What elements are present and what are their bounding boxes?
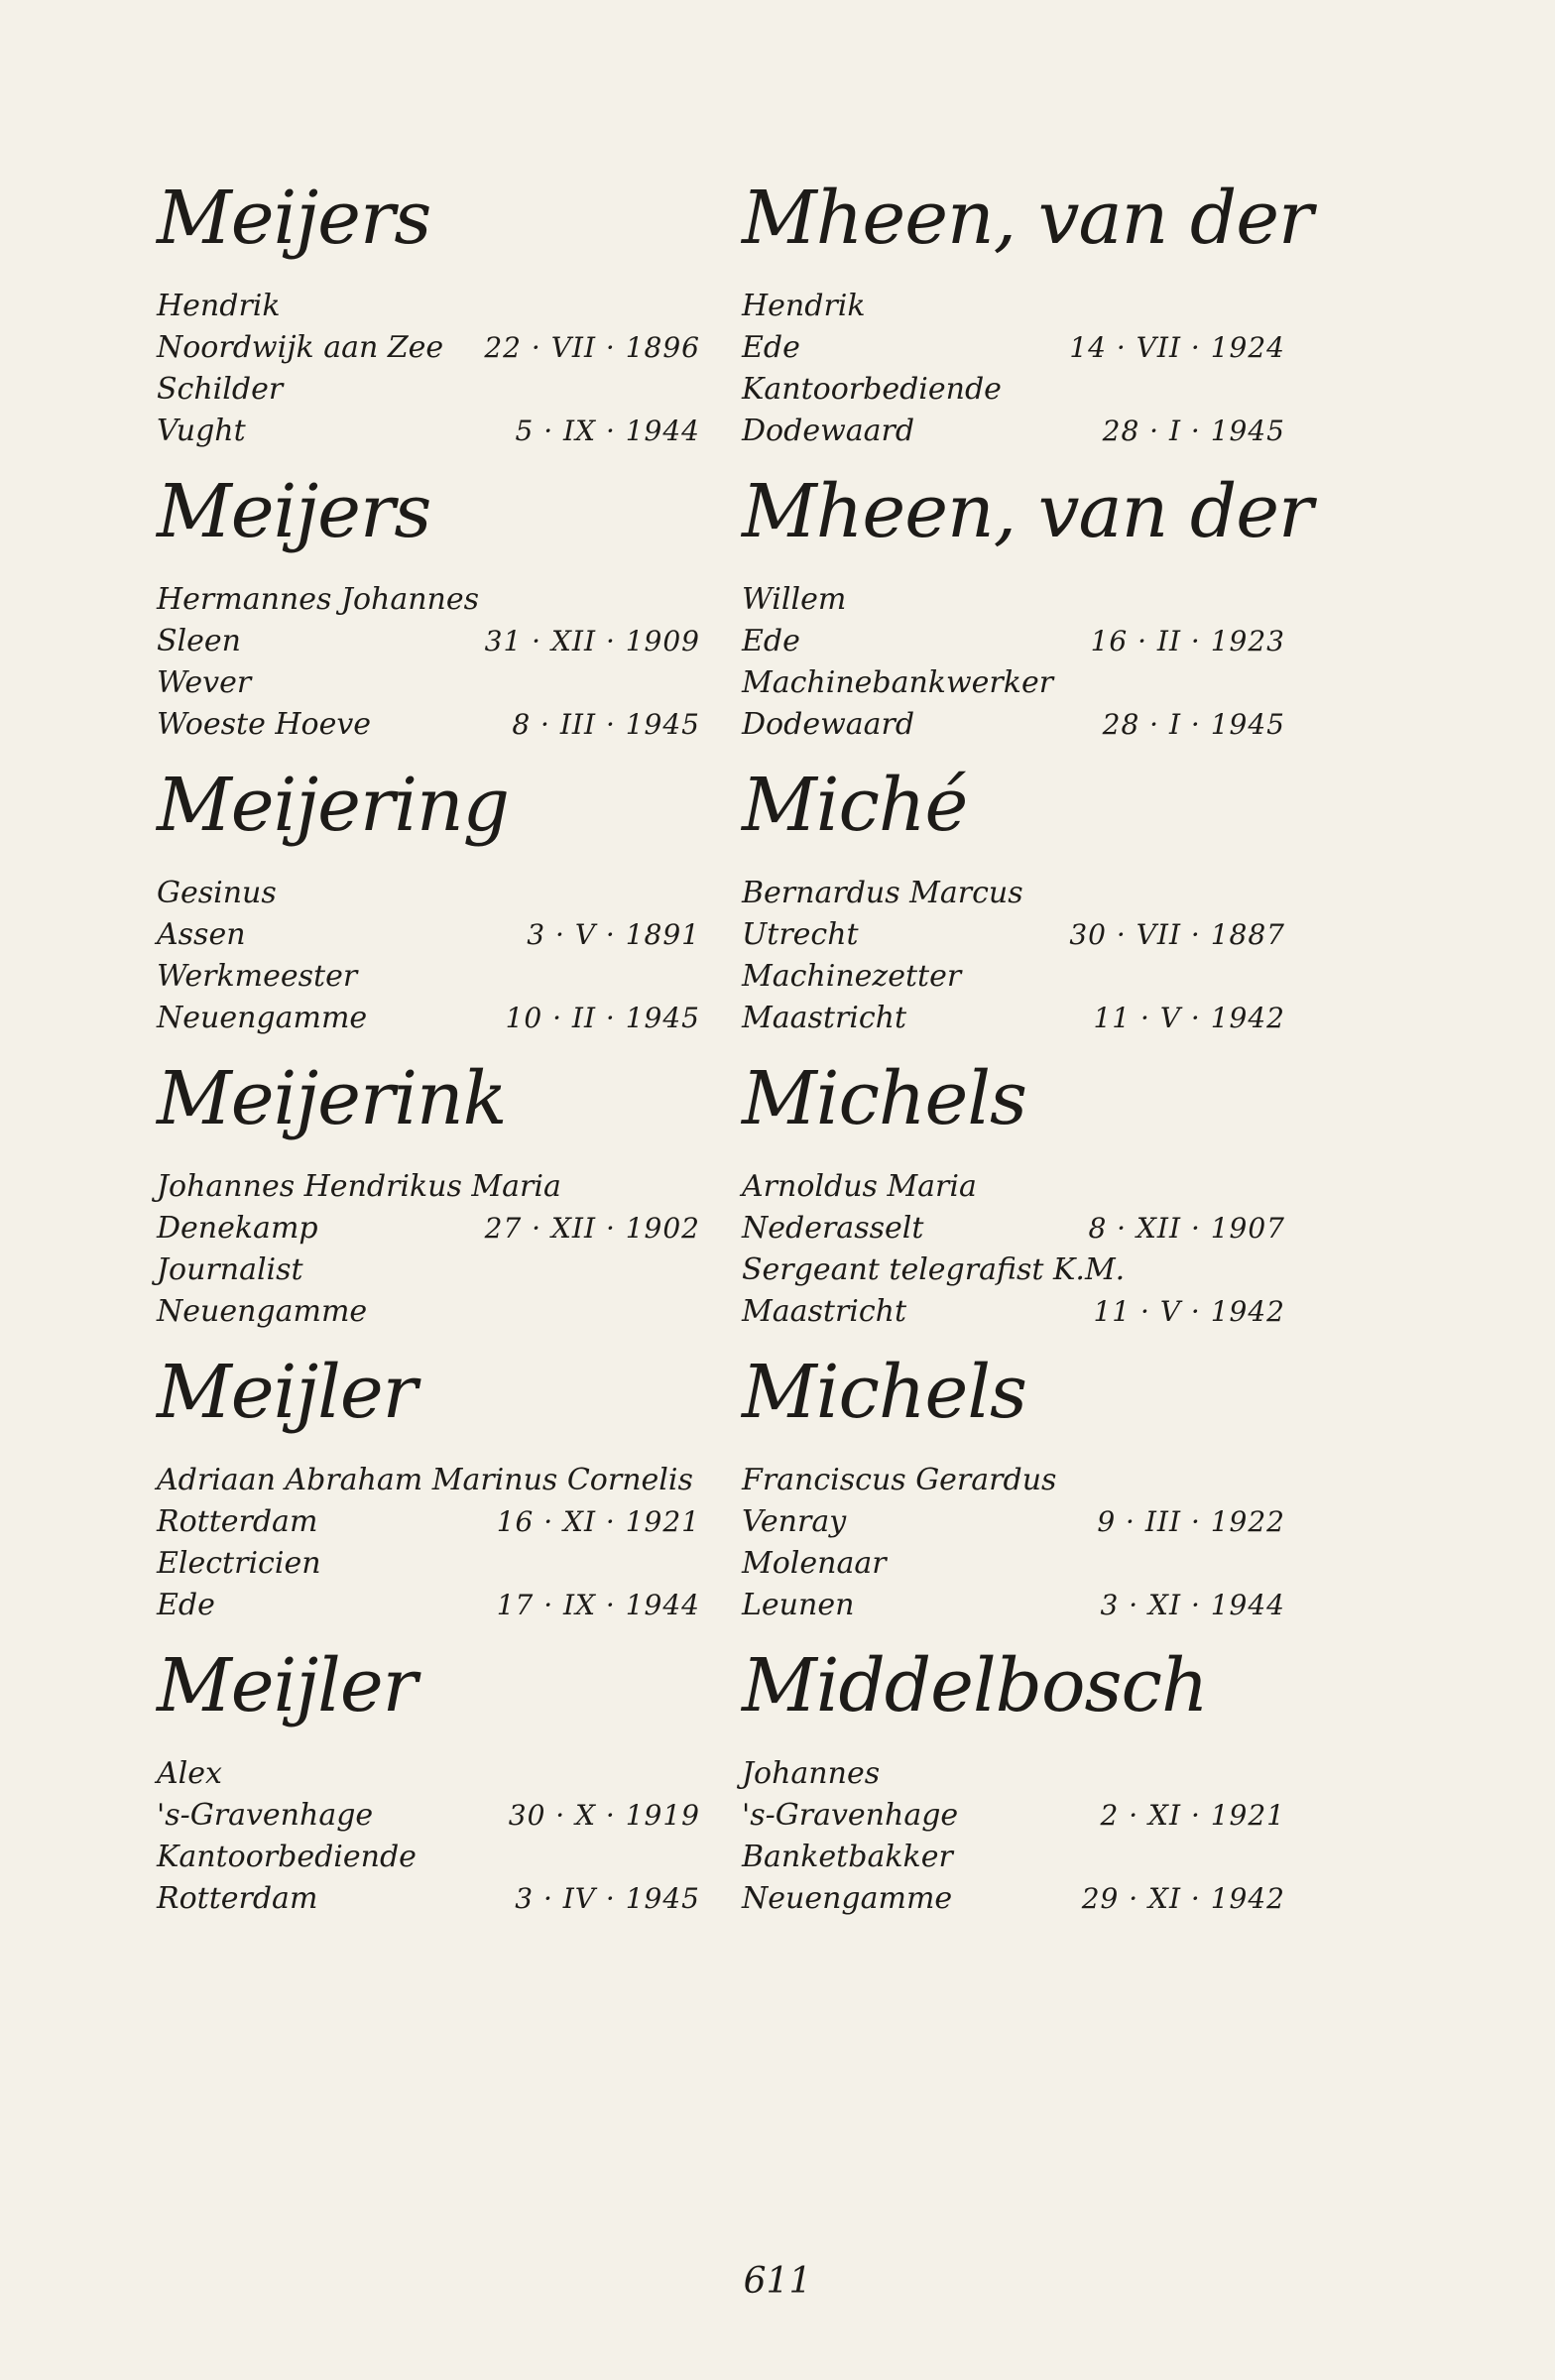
death-date: 10 · II · 1945	[505, 1002, 700, 1034]
entry-mheen-willem	[742, 462, 1313, 756]
death-row	[157, 411, 700, 452]
occupation-row	[157, 1250, 700, 1291]
occupation: Molenaar	[742, 1546, 887, 1581]
right-column	[742, 169, 1313, 1930]
death-row	[742, 704, 1285, 746]
birth-row	[742, 1795, 1285, 1837]
birth-row	[742, 1501, 1285, 1543]
birth-row	[742, 914, 1285, 956]
birth-place: Assen	[157, 917, 246, 952]
given-names-row	[742, 286, 1285, 327]
given-names: Bernardus Marcus	[742, 876, 1023, 910]
death-row	[742, 411, 1285, 452]
given-names-row	[742, 873, 1285, 914]
given-names: Arnoldus Maria	[742, 1169, 977, 1204]
given-names: Johannes	[742, 1756, 881, 1791]
death-date: 11 · V · 1942	[1093, 1002, 1285, 1034]
death-date: 5 · IX · 1944	[515, 415, 700, 447]
death-place: Maastricht	[742, 1001, 907, 1035]
birth-date: 30 · X · 1919	[508, 1799, 700, 1832]
death-row	[157, 1291, 700, 1333]
entry-michels-arnoldus	[742, 1049, 1285, 1343]
occupation: Banketbakker	[742, 1840, 953, 1874]
surname: Mheen, van der	[742, 469, 1313, 554]
death-place: Neuengamme	[157, 1294, 368, 1329]
occupation: Schilder	[157, 372, 284, 407]
death-row	[742, 1878, 1285, 1920]
death-place: Dodewaard	[742, 414, 915, 448]
page-number: 611	[743, 2261, 812, 2302]
occupation-row	[742, 1543, 1285, 1585]
birth-date: 8 · XII · 1907	[1088, 1212, 1285, 1245]
occupation-row	[742, 662, 1285, 704]
death-date: 11 · V · 1942	[1093, 1295, 1285, 1328]
occupation: Machinebankwerker	[742, 665, 1054, 700]
given-names-row	[742, 1166, 1285, 1208]
death-row	[157, 998, 700, 1039]
birth-row	[157, 1501, 700, 1543]
birth-date: 3 · V · 1891	[527, 918, 700, 951]
entry-meijers-hermannes	[157, 462, 700, 756]
birth-date: 31 · XII · 1909	[484, 625, 700, 657]
given-names-row	[157, 579, 700, 621]
birth-date: 16 · II · 1923	[1090, 625, 1285, 657]
occupation-row	[742, 1250, 1285, 1291]
given-names: Hendrik	[742, 289, 866, 323]
given-names: Alex	[157, 1756, 222, 1791]
birth-place: Ede	[742, 330, 800, 365]
occupation: Electricien	[157, 1546, 321, 1581]
death-place: Neuengamme	[157, 1001, 368, 1035]
occupation-row	[742, 956, 1285, 998]
occupation: Journalist	[157, 1252, 303, 1287]
given-names-row	[742, 1753, 1285, 1795]
given-names-row	[157, 873, 700, 914]
occupation-row	[157, 956, 700, 998]
birth-row	[742, 621, 1285, 662]
entry-middelbosch-johannes	[742, 1636, 1285, 1930]
death-place: Neuengamme	[742, 1881, 953, 1916]
birth-place: Nederasselt	[742, 1211, 924, 1246]
surname: Meijler	[157, 1643, 418, 1728]
given-names: Hermannes Johannes	[157, 582, 480, 617]
birth-place: 's-Gravenhage	[742, 1798, 959, 1833]
occupation-row	[157, 369, 700, 411]
occupation: Werkmeester	[157, 959, 358, 994]
surname: Meijler	[157, 1350, 418, 1435]
given-names-row	[157, 1460, 700, 1501]
left-column	[157, 169, 700, 1930]
surname: Michels	[742, 1350, 1026, 1435]
given-names-row	[157, 286, 700, 327]
given-names: Franciscus Gerardus	[742, 1463, 1057, 1497]
death-date: 17 · IX · 1944	[496, 1589, 700, 1621]
surname: Middelbosch	[742, 1643, 1208, 1728]
given-names-row	[157, 1753, 700, 1795]
birth-row	[157, 327, 700, 369]
birth-date: 30 · VII · 1887	[1069, 918, 1285, 951]
birth-date: 2 · XI · 1921	[1100, 1799, 1285, 1832]
surname: Meijering	[157, 763, 510, 848]
death-date: 3 · XI · 1944	[1100, 1589, 1285, 1621]
surname: Michels	[742, 1056, 1026, 1141]
entry-mheen-hendrik	[742, 169, 1313, 462]
birth-place: Utrecht	[742, 917, 859, 952]
birth-row	[157, 621, 700, 662]
surname: Mheen, van der	[742, 176, 1313, 261]
given-names: Hendrik	[157, 289, 281, 323]
birth-place: Denekamp	[157, 1211, 318, 1246]
death-row	[157, 1878, 700, 1920]
occupation-row	[742, 369, 1285, 411]
birth-place: Rotterdam	[157, 1504, 318, 1539]
occupation-row	[157, 1543, 700, 1585]
given-names-row	[742, 579, 1285, 621]
occupation: Kantoorbediende	[742, 372, 1002, 407]
death-row	[157, 704, 700, 746]
death-date: 8 · III · 1945	[512, 708, 700, 741]
entry-meijler-alex	[157, 1636, 700, 1930]
death-place: Leunen	[742, 1588, 855, 1622]
birth-row	[742, 1208, 1285, 1250]
birth-place: Noordwijk aan Zee	[157, 330, 444, 365]
birth-date: 16 · XI · 1921	[496, 1505, 700, 1538]
entry-meijering-gesinus	[157, 756, 700, 1049]
birth-place: Sleen	[157, 624, 241, 658]
death-date: 28 · I · 1945	[1102, 415, 1285, 447]
birth-row	[742, 327, 1285, 369]
given-names: Willem	[742, 582, 847, 617]
death-row	[742, 998, 1285, 1039]
birth-date: 22 · VII · 1896	[484, 331, 700, 364]
surname: Meijers	[157, 469, 431, 554]
entry-meijler-adriaan	[157, 1343, 700, 1636]
surname: Miché	[742, 763, 968, 848]
death-date: 29 · XI · 1942	[1081, 1882, 1285, 1915]
death-date: 3 · IV · 1945	[515, 1882, 700, 1915]
birth-place: 's-Gravenhage	[157, 1798, 374, 1833]
birth-row	[157, 1208, 700, 1250]
occupation-row	[742, 1837, 1285, 1878]
death-place: Rotterdam	[157, 1881, 318, 1916]
death-row	[742, 1585, 1285, 1626]
birth-date: 27 · XII · 1902	[484, 1212, 700, 1245]
occupation: Sergeant telegrafist K.M.	[742, 1252, 1126, 1287]
entry-meijerink-johannes	[157, 1049, 700, 1343]
death-place: Woeste Hoeve	[157, 707, 372, 742]
occupation: Wever	[157, 665, 252, 700]
death-place: Dodewaard	[742, 707, 915, 742]
occupation: Machinezetter	[742, 959, 962, 994]
entry-miche-bernardus	[742, 756, 1285, 1049]
given-names: Johannes Hendrikus Maria	[157, 1169, 561, 1204]
death-row	[157, 1585, 700, 1626]
given-names: Gesinus	[157, 876, 277, 910]
death-place: Ede	[157, 1588, 215, 1622]
birth-row	[157, 1795, 700, 1837]
death-row	[742, 1291, 1285, 1333]
birth-date: 14 · VII · 1924	[1069, 331, 1285, 364]
death-place: Maastricht	[742, 1294, 907, 1329]
given-names-row	[742, 1460, 1285, 1501]
surname: Meijers	[157, 176, 431, 261]
entry-meijers-hendrik	[157, 169, 700, 462]
death-date: 28 · I · 1945	[1102, 708, 1285, 741]
birth-place: Venray	[742, 1504, 847, 1539]
given-names: Adriaan Abraham Marinus Cornelis	[157, 1463, 693, 1497]
birth-date: 9 · III · 1922	[1097, 1505, 1285, 1538]
occupation-row	[157, 662, 700, 704]
birth-place: Ede	[742, 624, 800, 658]
birth-row	[157, 914, 700, 956]
occupation: Kantoorbediende	[157, 1840, 417, 1874]
given-names-row	[157, 1166, 700, 1208]
death-place: Vught	[157, 414, 246, 448]
surname: Meijerink	[157, 1056, 507, 1141]
entry-michels-franciscus	[742, 1343, 1285, 1636]
occupation-row	[157, 1837, 700, 1878]
